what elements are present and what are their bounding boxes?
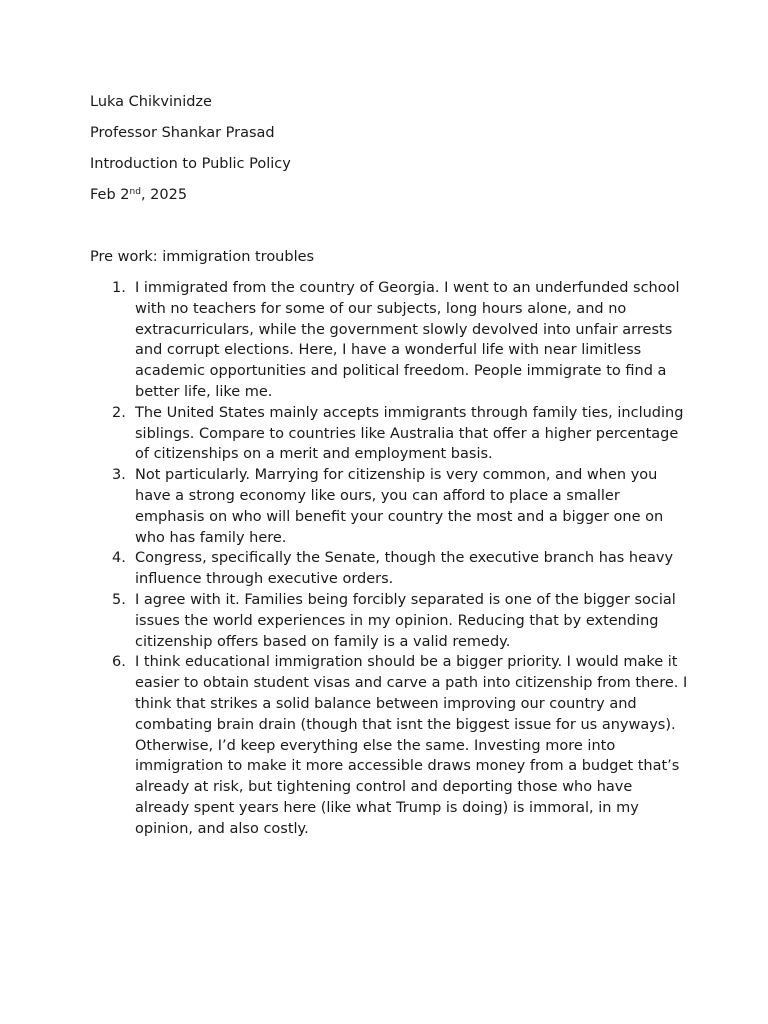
list-item-text: The United States mainly accepts immigrants through family ties, including siblings. Compare to countries like Australia that offer a higher percentage of citizenships on a merit and employment basis.	[135, 404, 684, 463]
date-prefix: Feb 2	[90, 187, 130, 203]
subject-line: Pre work: immigration troubles	[90, 249, 315, 265]
list-item-number: 6.	[112, 654, 126, 671]
list-item	[90, 403, 690, 465]
date-superscript: nd	[129, 187, 141, 197]
document-page	[90, 92, 690, 840]
list-item-text: Congress, specifically the Senate, though the executive branch has heavy influence through executive orders.	[135, 550, 674, 588]
professor-name: Professor Shankar Prasad	[90, 125, 275, 141]
list-item-number: 1.	[112, 280, 126, 296]
list-item	[90, 465, 690, 548]
student-name: Luka Chikvinidze	[90, 94, 212, 110]
list-item-number: 3.	[112, 467, 126, 484]
list-item-number: 2.	[112, 404, 126, 421]
list-item-text: I immigrated from the country of Georgia. I went to an underfunded school with no teachers for some of our subjects, long hours alone, and no extracurriculars, while the government slowly devolved into unfair arrests and corrupt elections. Here, I have a wonderful life with near limitless academic opportunities and political freedom. People immigrate to find a better life, like me.	[135, 280, 680, 400]
list-item-text: I think educational immigration should be a bigger priority. I would make it easier to obtain student visas and carve a path into citizenship from there. I think that strikes a solid balance between improving our country and combating brain drain (though that isnt the biggest issue for us anyways). Otherwise, I’d keep everything else the same. Investing more into immigration to make it more accessible draws money from a budget that’s already at risk, but tightening control and deporting those who have already spent years here (like what Trump is doing) is immoral, in my opinion, and also costly.	[135, 654, 688, 837]
list-item-text: I agree with it. Families being forcibly separated is one of the bigger social issues the world experiences in my opinion. Reducing that by extending citizenship offers based on family is a valid remedy.	[135, 591, 676, 650]
date-line	[90, 185, 690, 216]
list-item	[90, 548, 690, 590]
date-suffix: , 2025	[140, 187, 188, 203]
list-item	[90, 278, 690, 403]
list-item	[90, 590, 690, 652]
list-item-text: Not particularly. Marrying for citizenship is very common, and when you have a strong economy like ours, you can afford to place a smaller emphasis on who will benefit your country the most and a bigger one on who has family here.	[135, 467, 664, 546]
list-item-number: 4.	[112, 550, 126, 567]
answers-list	[90, 278, 690, 840]
list-item	[90, 652, 690, 839]
course-name: Introduction to Public Policy	[90, 156, 291, 172]
list-item-number: 5.	[112, 591, 126, 608]
